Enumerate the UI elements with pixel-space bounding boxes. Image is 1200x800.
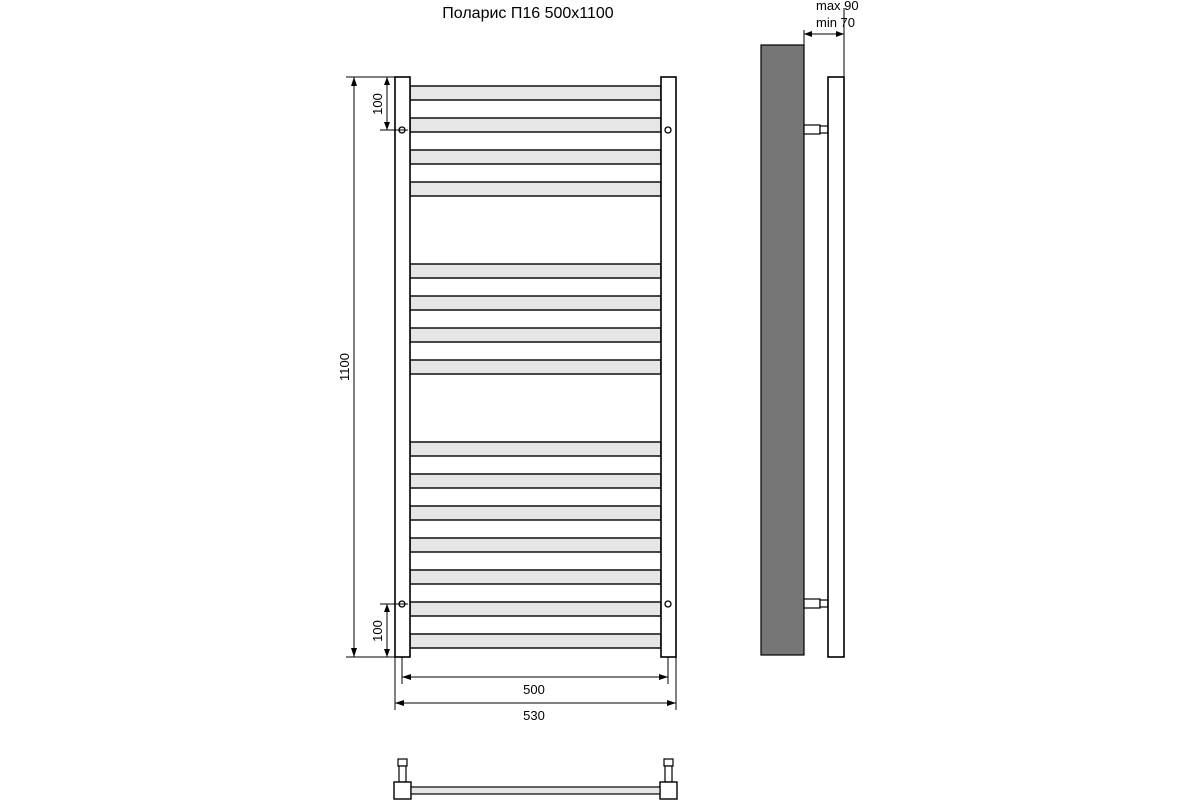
inner-width-dimension xyxy=(402,657,668,697)
crossbar xyxy=(410,264,661,278)
right-rail xyxy=(661,77,676,657)
bottom-bracket xyxy=(804,599,820,608)
height-dimension xyxy=(337,77,395,657)
side-rail xyxy=(828,77,844,657)
crossbar xyxy=(410,118,661,132)
crossbar xyxy=(410,570,661,584)
side-view xyxy=(761,45,844,657)
top-bracket xyxy=(804,125,820,134)
top-view-right-valve-cap xyxy=(664,759,673,766)
wall xyxy=(761,45,804,655)
crossbar xyxy=(410,474,661,488)
crossbar xyxy=(410,634,661,648)
outer-width-label: 530 xyxy=(523,708,545,723)
crossbar xyxy=(410,538,661,552)
top-view-crossbar xyxy=(411,787,660,794)
top-view-left-rail xyxy=(394,782,411,799)
crossbar xyxy=(410,442,661,456)
depth-dimension xyxy=(804,0,859,77)
bottom-bracket-nut xyxy=(820,600,828,607)
front-view xyxy=(395,77,676,657)
crossbar xyxy=(410,182,661,196)
crossbar xyxy=(410,86,661,100)
crossbar xyxy=(410,360,661,374)
crossbar xyxy=(410,328,661,342)
bottom-offset-label: 100 xyxy=(370,620,385,642)
drawing-title: Поларис П16 500х1100 xyxy=(442,5,614,22)
crossbar xyxy=(410,296,661,310)
connection-point-bottom-right xyxy=(665,601,671,607)
height-label: 1100 xyxy=(337,353,352,381)
top-view-left-valve-cap xyxy=(398,759,407,766)
top-view-right-valve xyxy=(665,766,672,782)
crossbar xyxy=(410,602,661,616)
left-rail xyxy=(395,77,410,657)
depth-min-label: min 70 xyxy=(816,15,856,30)
depth-max-label: max 90 xyxy=(816,0,859,13)
top-view-left-valve xyxy=(399,766,406,782)
top-offset-label: 100 xyxy=(370,93,385,115)
inner-width-label: 500 xyxy=(523,682,545,697)
top-view xyxy=(394,759,677,799)
crossbar xyxy=(410,506,661,520)
top-view-right-rail xyxy=(660,782,677,799)
top-bracket-nut xyxy=(820,126,828,133)
connection-point-top-right xyxy=(665,127,671,133)
crossbar xyxy=(410,150,661,164)
crossbars xyxy=(410,86,661,648)
